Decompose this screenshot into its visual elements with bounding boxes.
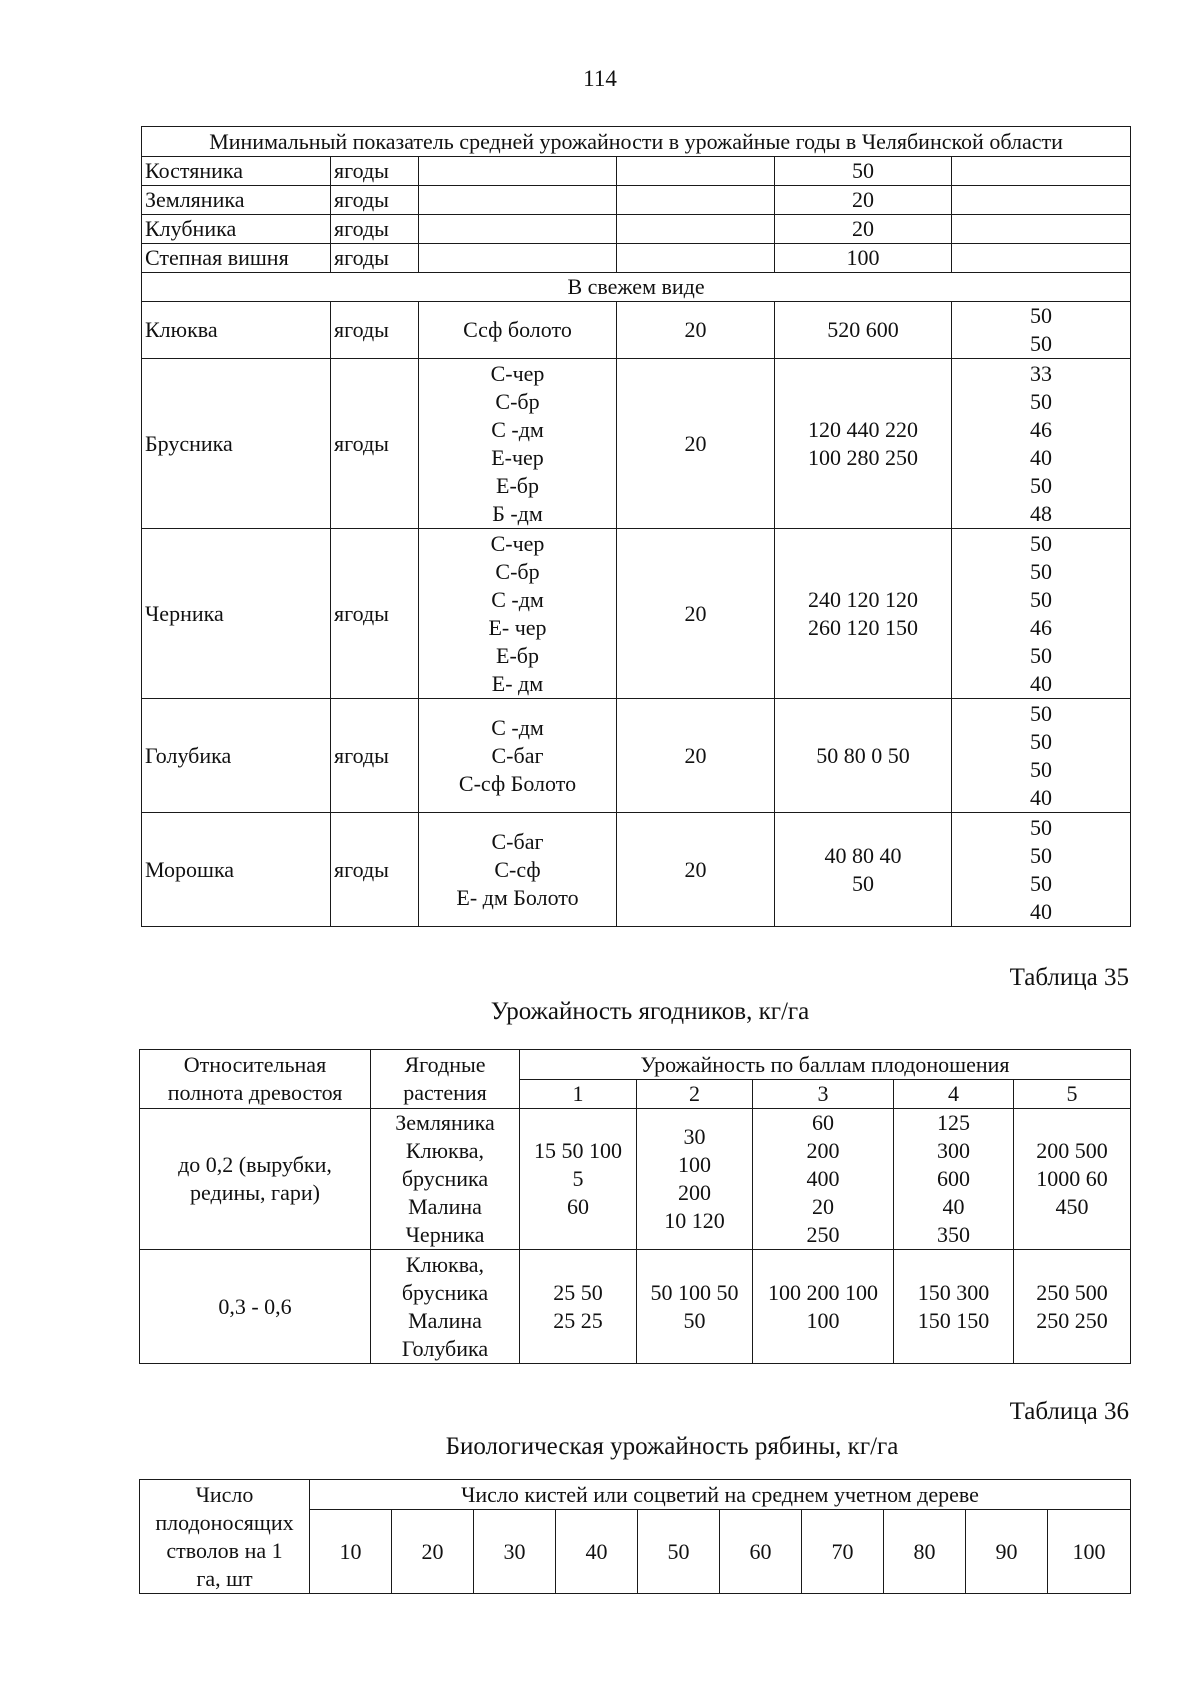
- clusters-column: 70: [802, 1510, 884, 1594]
- score-cell: 200 500 1000 60 450: [1014, 1109, 1131, 1250]
- count-value: 20: [617, 699, 775, 813]
- plant-part: ягоды: [331, 215, 419, 244]
- plant-part: ягоды: [331, 302, 419, 359]
- score-cell: 30 100 200 10 120: [637, 1109, 753, 1250]
- plant-part: ягоды: [331, 244, 419, 273]
- plants-cell: Земляника Клюква, брусника Малина Черника: [371, 1109, 520, 1250]
- page-number: 114: [583, 66, 617, 91]
- score-cell: 125 300 600 40 350: [894, 1109, 1014, 1250]
- score-values: 33 50 46 40 50 48: [952, 359, 1131, 529]
- table36-title: Биологическая урожайность рябины, кг/га: [445, 1433, 899, 1460]
- section-title: В свежем виде: [142, 273, 1131, 302]
- table35-title: Урожайность ягодников, кг/га: [490, 998, 810, 1025]
- table-row: [142, 359, 1131, 529]
- empty-cell: [952, 215, 1131, 244]
- empty-cell: [952, 157, 1131, 186]
- trunks-header: Число плодоносящих стволов на 1 га, шт: [140, 1480, 310, 1594]
- yield-values: 520 600: [775, 302, 952, 359]
- forest-types: Ссф болото: [419, 302, 617, 359]
- score-header: 4: [894, 1080, 1014, 1109]
- table-row: [140, 1250, 1131, 1364]
- count-value: 20: [617, 302, 775, 359]
- score-cell: 100 200 100 100: [753, 1250, 894, 1364]
- table-row: [142, 186, 1131, 215]
- table-row: [142, 813, 1131, 927]
- empty-cell: [419, 215, 617, 244]
- yield-value: 20: [775, 215, 952, 244]
- plants-cell: Клюква, брусника Малина Голубика: [371, 1250, 520, 1364]
- table35-number: Таблица 35: [1009, 964, 1129, 991]
- clusters-column: 60: [720, 1510, 802, 1594]
- score-values: 50 50 50 40: [952, 699, 1131, 813]
- table-row: [142, 157, 1131, 186]
- yield-values: 240 120 120 260 120 150: [775, 529, 952, 699]
- yield-values: 50 80 0 50: [775, 699, 952, 813]
- score-cell: 150 300 150 150: [894, 1250, 1014, 1364]
- clusters-column: 50: [638, 1510, 720, 1594]
- clusters-column: 10: [310, 1510, 392, 1594]
- table-row: [142, 244, 1131, 273]
- score-cell: 50 100 50 50: [637, 1250, 753, 1364]
- berry-yield-table: [141, 126, 1131, 927]
- clusters-column: 20: [392, 1510, 474, 1594]
- plant-name: Черника: [142, 529, 331, 699]
- plant-name: Брусника: [142, 359, 331, 529]
- plant-part: ягоды: [331, 813, 419, 927]
- clusters-column: 100: [1048, 1510, 1131, 1594]
- berry-score-yield-table: [139, 1049, 1131, 1364]
- forest-types: С-чер С-бр С -дм Е- чер Е-бр Е- дм: [419, 529, 617, 699]
- score-cell: 250 500 250 250: [1014, 1250, 1131, 1364]
- yield-values: 120 440 220 100 280 250: [775, 359, 952, 529]
- empty-cell: [952, 186, 1131, 215]
- score-cell: 60 200 400 20 250: [753, 1109, 894, 1250]
- table36-number: Таблица 36: [1009, 1398, 1129, 1425]
- yield-value: 20: [775, 186, 952, 215]
- empty-cell: [617, 215, 775, 244]
- clusters-column: 40: [556, 1510, 638, 1594]
- density-header: Относительная полнота древостоя: [140, 1050, 371, 1109]
- yield-value: 100: [775, 244, 952, 273]
- plant-name: Голубика: [142, 699, 331, 813]
- plants-header: Ягодные растения: [371, 1050, 520, 1109]
- yield-value: 50: [775, 157, 952, 186]
- score-values: 50 50 50 40: [952, 813, 1131, 927]
- count-value: 20: [617, 359, 775, 529]
- plant-part: ягоды: [331, 529, 419, 699]
- score-cell: 15 50 100 5 60: [520, 1109, 637, 1250]
- forest-types: С-чер С-бр С -дм Е-чер Е-бр Б -дм: [419, 359, 617, 529]
- empty-cell: [952, 244, 1131, 273]
- forest-types: С -дм С-баг С-сф Болото: [419, 699, 617, 813]
- plant-name: Земляника: [142, 186, 331, 215]
- score-header: 2: [637, 1080, 753, 1109]
- density-cell: 0,3 - 0,6: [140, 1250, 371, 1364]
- score-header: 3: [753, 1080, 894, 1109]
- clusters-header: Число кистей или соцветий на среднем учетном дереве: [310, 1480, 1131, 1510]
- plant-part: ягоды: [331, 359, 419, 529]
- plant-part: ягоды: [331, 157, 419, 186]
- score-values: 50 50 50 46 50 40: [952, 529, 1131, 699]
- clusters-column: 30: [474, 1510, 556, 1594]
- rowan-yield-table: [139, 1479, 1131, 1594]
- yield-header: Урожайность по баллам плодоношения: [520, 1050, 1131, 1080]
- table-row: [142, 529, 1131, 699]
- table-row: [142, 215, 1131, 244]
- empty-cell: [419, 157, 617, 186]
- clusters-column: 90: [966, 1510, 1048, 1594]
- density-cell: до 0,2 (вырубки, редины, гари): [140, 1109, 371, 1250]
- table-row: [140, 1109, 1131, 1250]
- empty-cell: [617, 186, 775, 215]
- table-row: [142, 302, 1131, 359]
- count-value: 20: [617, 813, 775, 927]
- score-cell: 25 50 25 25: [520, 1250, 637, 1364]
- empty-cell: [617, 244, 775, 273]
- empty-cell: [419, 244, 617, 273]
- plant-name: Степная вишня: [142, 244, 331, 273]
- plant-name: Костяника: [142, 157, 331, 186]
- plant-name: Клюква: [142, 302, 331, 359]
- yield-values: 40 80 40 50: [775, 813, 952, 927]
- plant-part: ягоды: [331, 699, 419, 813]
- score-header: 5: [1014, 1080, 1131, 1109]
- table1-header: Минимальный показатель средней урожайности в урожайные годы в Челябинской области: [142, 127, 1131, 157]
- plant-name: Клубника: [142, 215, 331, 244]
- table-row: [142, 699, 1131, 813]
- plant-name: Морошка: [142, 813, 331, 927]
- empty-cell: [419, 186, 617, 215]
- empty-cell: [617, 157, 775, 186]
- plant-part: ягоды: [331, 186, 419, 215]
- score-values: 50 50: [952, 302, 1131, 359]
- clusters-column: 80: [884, 1510, 966, 1594]
- score-header: 1: [520, 1080, 637, 1109]
- count-value: 20: [617, 529, 775, 699]
- forest-types: С-баг С-сф Е- дм Болото: [419, 813, 617, 927]
